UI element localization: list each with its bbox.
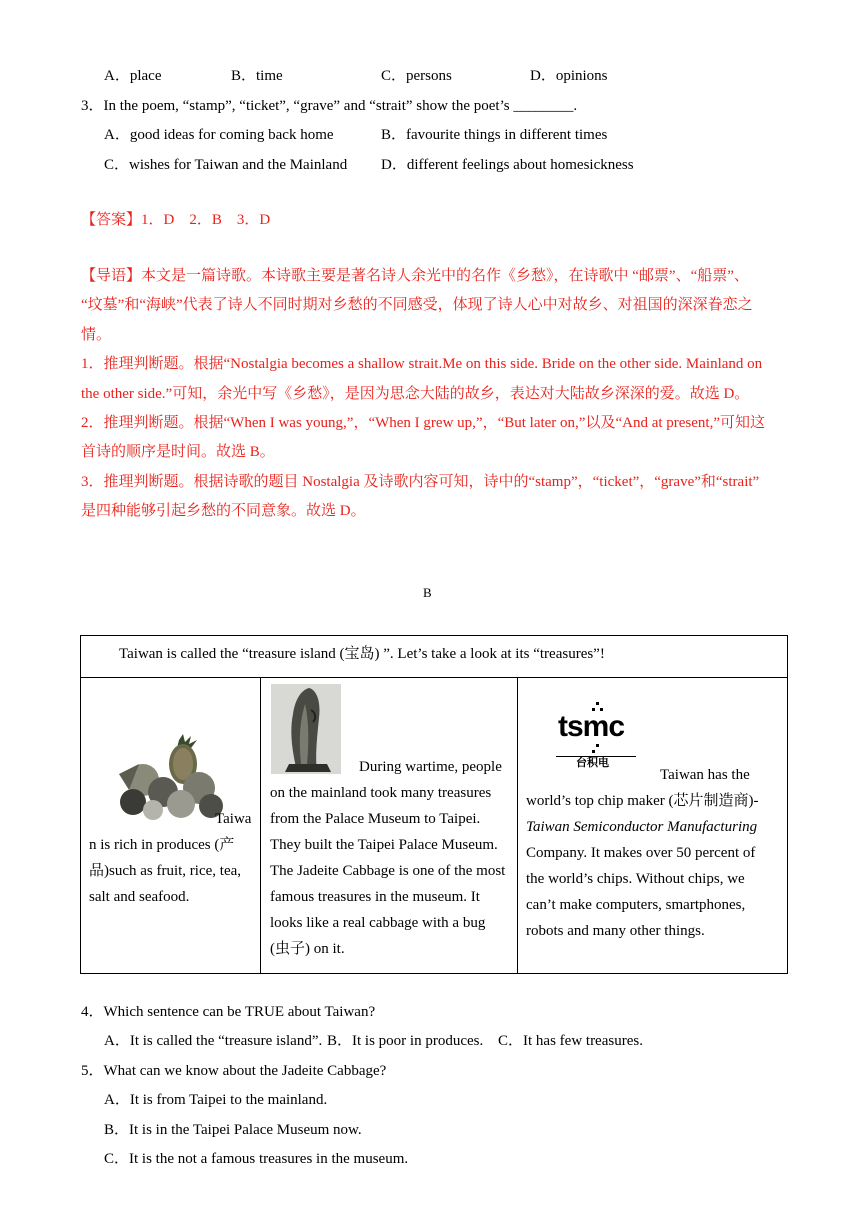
table-header-text: Taiwan is called the “treasure island (宝岛) ”. Let’s take a look at its “treasures”! bbox=[119, 646, 605, 662]
produce-text-2: n is rich in produces (产 bbox=[89, 837, 235, 853]
tsmc-text-2: world’s top chip maker (芯片制造商)- bbox=[526, 793, 759, 809]
tsmc-logo-text: tsmc bbox=[558, 710, 625, 743]
q5-stem: 5．What can we know about the Jadeite Cabbage? bbox=[81, 1063, 387, 1079]
section-label: B bbox=[423, 585, 432, 600]
tsmc-text-4: Company. It makes over 50 percent of bbox=[526, 845, 756, 861]
explanation-1b: the other side.”可知，余光中写《乡愁》，是因为思念大陆的故乡，表达对大陆故乡深深的爱。故选 D。 bbox=[81, 386, 750, 402]
tsmc-text-6: can’t make computers, smartphones, bbox=[526, 897, 746, 913]
produce-text-4: salt and seafood. bbox=[89, 889, 190, 905]
q5-option-c: C．It is the not a famous treasures in the museum. bbox=[104, 1151, 409, 1167]
table-header bbox=[81, 636, 787, 678]
q2-option-b: B．time bbox=[231, 68, 283, 84]
q3-option-d: D．different feelings about homesickness bbox=[381, 157, 634, 173]
explanation-2b: 首诗的顺序是时间。故选 B。 bbox=[81, 444, 275, 460]
produce-text-3: 品)such as fruit, rice, tea, bbox=[89, 863, 242, 879]
tsmc-text-7: robots and many other things. bbox=[526, 923, 705, 939]
guide-line-2: “坟墓”和“海峡”代表了诗人不同时期对乡愁的不同感受，体现了诗人心中对故乡、对祖国的深深眷恋之 bbox=[81, 297, 753, 313]
cabbage-text-5: The Jadeite Cabbage is one of the most bbox=[270, 863, 506, 879]
explanation-3a: 3．推理判断题。根据诗歌的题目 Nostalgia 及诗歌内容可知，诗中的“stamp”，“ticket”，“grave”和“strait” bbox=[81, 474, 760, 490]
cell-tsmc bbox=[518, 678, 788, 974]
fruit-basket-image bbox=[119, 734, 223, 820]
tsmc-text-3: Taiwan Semiconductor Manufacturing bbox=[526, 819, 758, 835]
q2-option-c: C．persons bbox=[381, 68, 452, 84]
guide-line-1: 【导语】本文是一篇诗歌。本诗歌主要是著名诗人余光中的名作《乡愁》，在诗歌中 “邮票”、“船票”、 bbox=[81, 268, 749, 284]
cabbage-text-1: During wartime, people bbox=[359, 759, 502, 775]
guide-line-3: 情。 bbox=[81, 327, 112, 343]
q4-option-b: B．It is poor in produces. bbox=[327, 1033, 484, 1049]
cabbage-text-3: from the Palace Museum to Taipei. bbox=[270, 811, 481, 827]
q3-option-a: A．good ideas for coming back home bbox=[104, 127, 334, 143]
q4-stem: 4．Which sentence can be TRUE about Taiwan? bbox=[81, 1004, 376, 1020]
jadeite-cabbage-image bbox=[271, 684, 341, 774]
explanation-1a: 1．推理判断题。根据“Nostalgia becomes a shallow strait.Me on this side. Bride on the other side. Mainland on bbox=[81, 356, 763, 372]
q2-option-d: D．opinions bbox=[530, 68, 608, 84]
q5-option-a: A．It is from Taipei to the mainland. bbox=[104, 1092, 328, 1108]
q3-option-b: B．favourite things in different times bbox=[381, 127, 608, 143]
q2-option-a: A．place bbox=[104, 68, 162, 84]
cabbage-text-6: famous treasures in the museum. It bbox=[270, 889, 480, 905]
cell-jadeite-cabbage bbox=[261, 678, 517, 974]
tsmc-logo bbox=[556, 700, 640, 770]
q3-stem: 3．In the poem, “stamp”, “ticket”, “grave” and “strait” show the poet’s ________. bbox=[81, 98, 578, 114]
q5-option-b: B．It is in the Taipei Palace Museum now. bbox=[104, 1122, 362, 1138]
treasure-table bbox=[80, 635, 788, 974]
q3-option-c: C．wishes for Taiwan and the Mainland bbox=[104, 157, 348, 173]
tsmc-text-1: Taiwan has the bbox=[660, 767, 750, 783]
tsmc-text-5: the world’s chips. Without chips, we bbox=[526, 871, 745, 887]
cell-produce bbox=[81, 678, 260, 974]
cabbage-text-4: They built the Taipei Palace Museum. bbox=[270, 837, 498, 853]
answer-key: 【答案】1．D 2．B 3．D bbox=[81, 212, 271, 228]
explanation-2a: 2．推理判断题。根据“When I was young,”，“When I grew up,”，“But later on,”以及“And at present,”可知这 bbox=[81, 415, 765, 431]
q4-option-c: C．It has few treasures. bbox=[498, 1033, 643, 1049]
produce-text-1: Taiwa bbox=[215, 811, 252, 827]
explanation-3b: 是四种能够引起乡愁的不同意象。故选 D。 bbox=[81, 503, 366, 519]
cabbage-text-2: on the mainland took many treasures bbox=[270, 785, 492, 801]
tsmc-logo-chinese: 台积电 bbox=[576, 756, 609, 769]
q4-option-a: A．It is called the “treasure island”. bbox=[104, 1033, 323, 1049]
cabbage-text-8: (虫子) on it. bbox=[270, 941, 345, 957]
cabbage-text-7: looks like a real cabbage with a bug bbox=[270, 915, 486, 931]
